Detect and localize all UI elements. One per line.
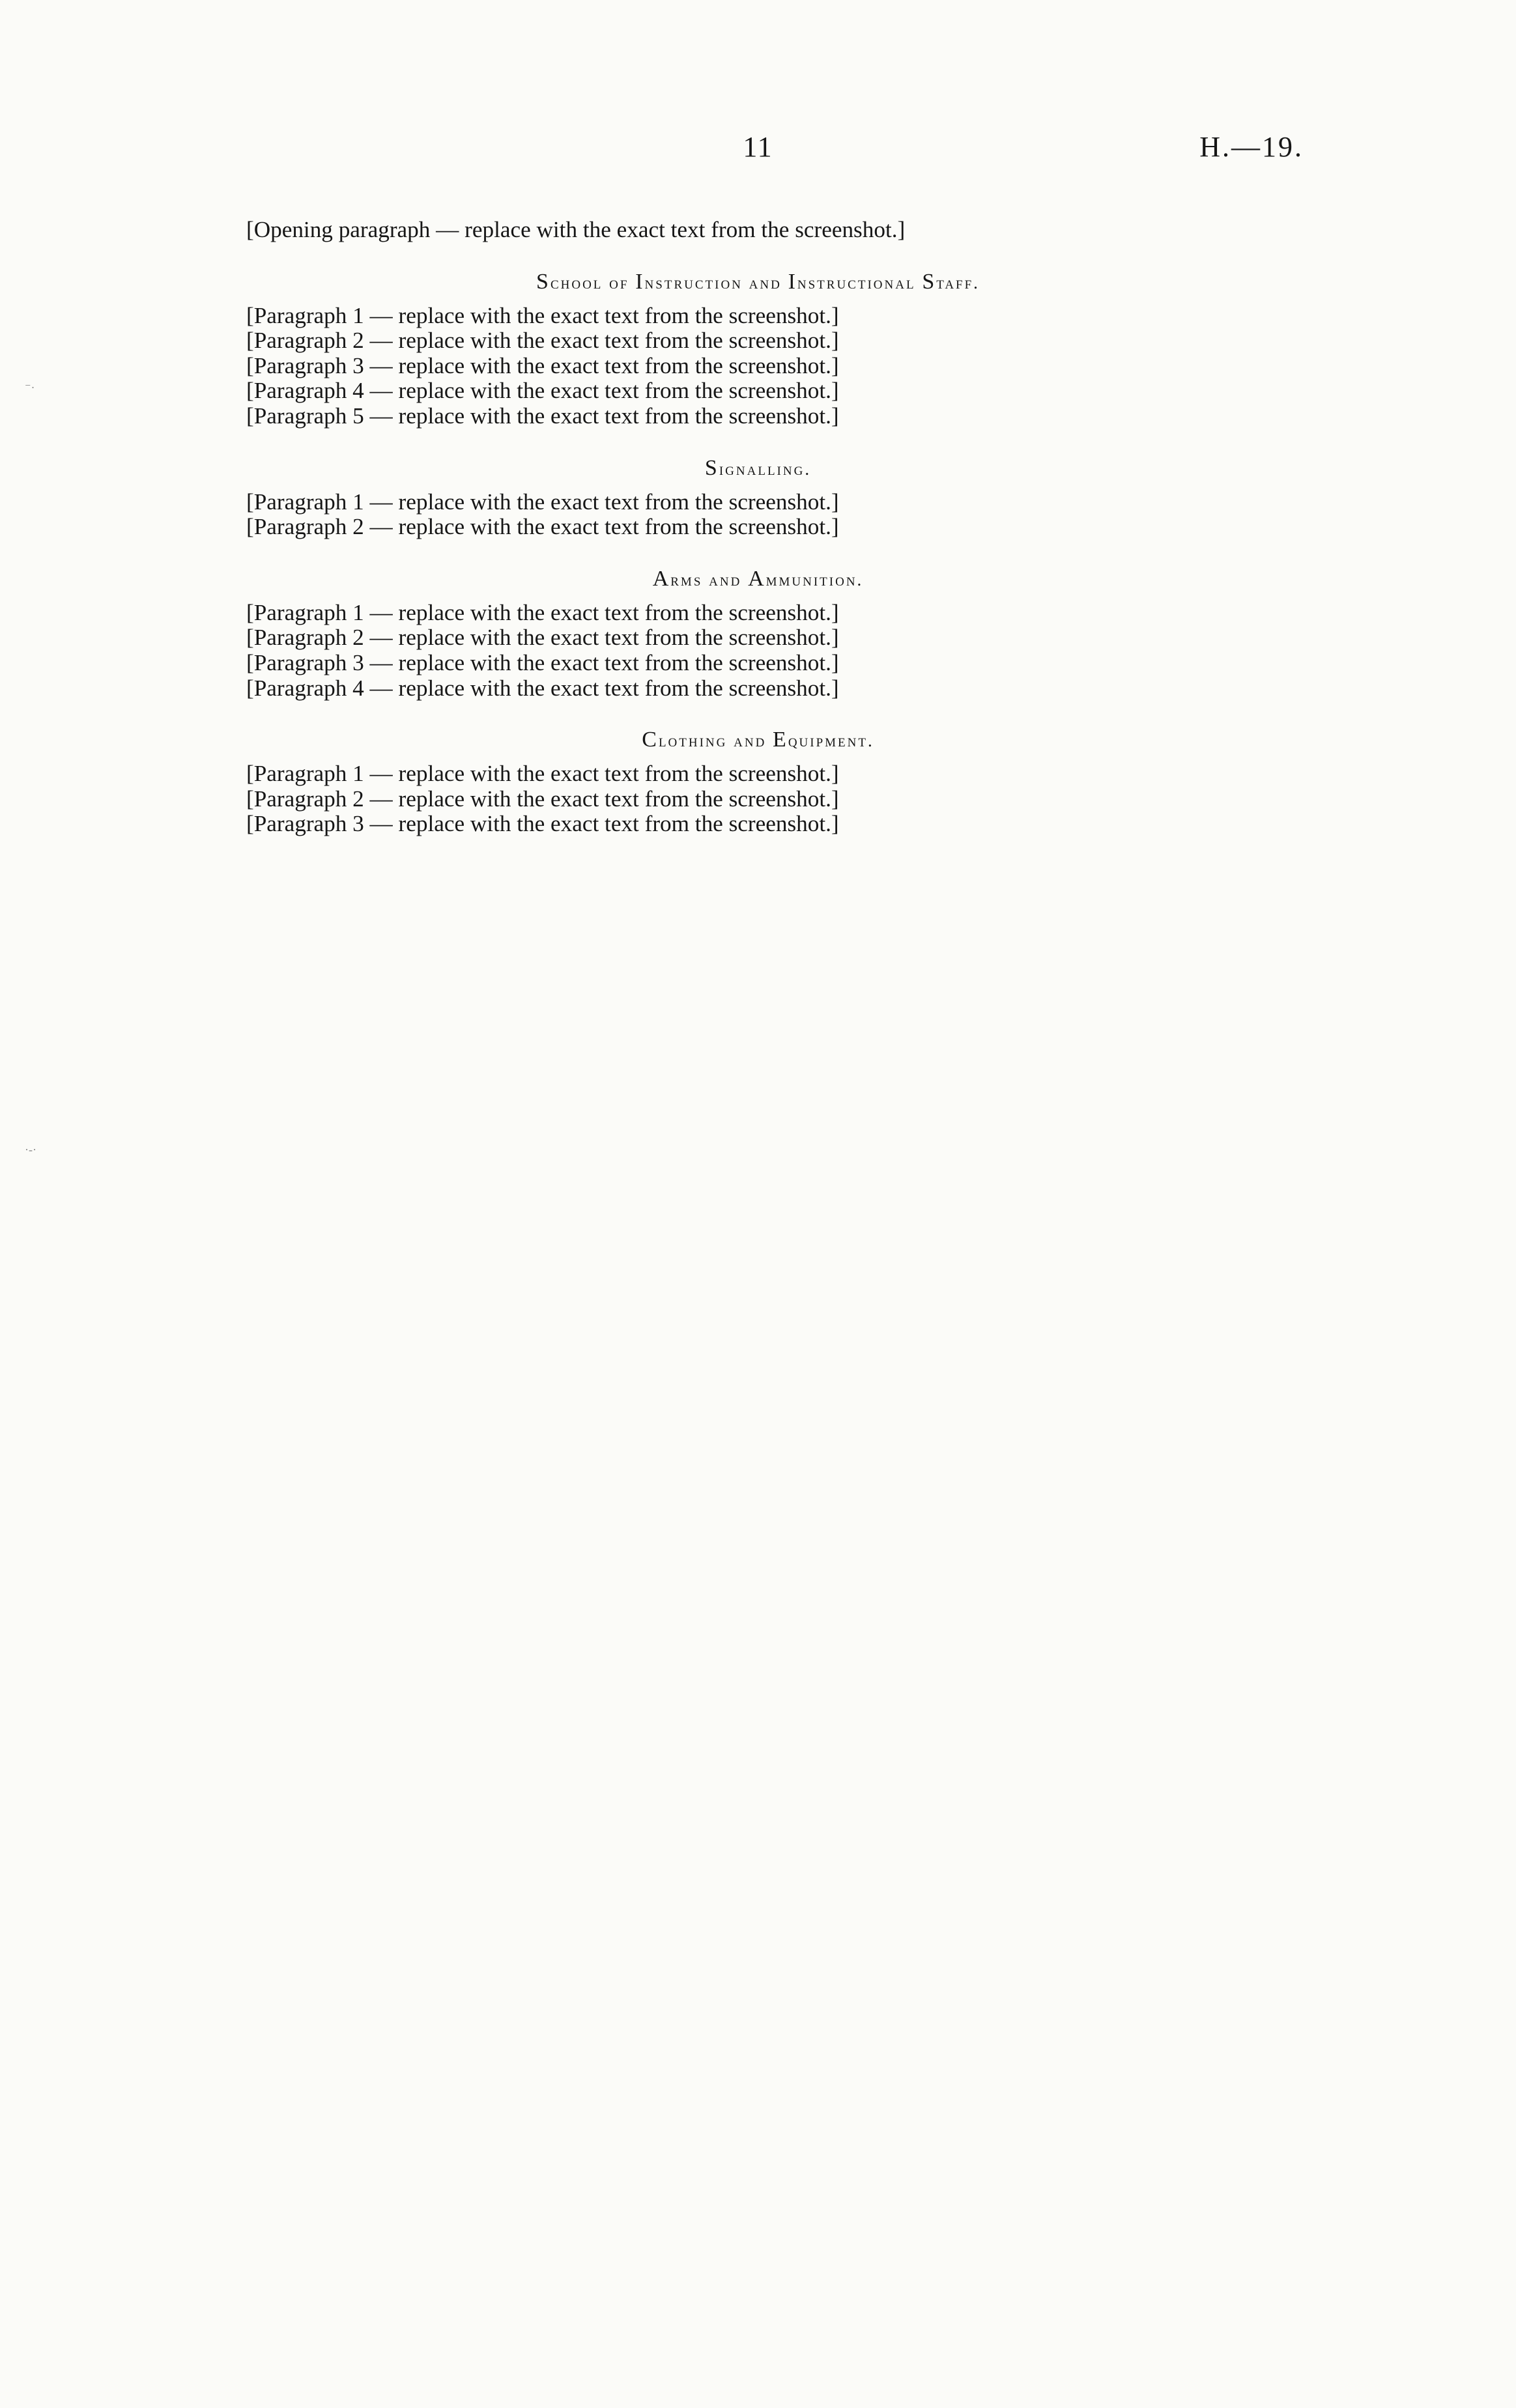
body-paragraph: [Paragraph 5 — replace with the exact text from the screenshot.]	[246, 403, 839, 429]
body-paragraph: [Paragraph 3 — replace with the exact text from the screenshot.]	[246, 811, 839, 837]
body-paragraph: [Paragraph 1 — replace with the exact text from the screenshot.]	[246, 302, 839, 328]
scan-speck: ⁻·	[25, 381, 35, 394]
body-paragraph: [Paragraph 2 — replace with the exact text from the screenshot.]	[246, 786, 839, 812]
body-paragraph: [Paragraph 4 — replace with the exact text from the screenshot.]	[246, 675, 839, 701]
section-heading: Clothing and Equipment.	[642, 728, 874, 752]
body-paragraph: [Paragraph 2 — replace with the exact text from the screenshot.]	[246, 328, 839, 354]
section-heading: Arms and Ammunition.	[652, 566, 864, 591]
section-heading: Signalling.	[704, 455, 812, 480]
body-paragraph: [Opening paragraph — replace with the exact text from the screenshot.]	[246, 217, 906, 242]
body-paragraph: [Paragraph 2 — replace with the exact text from the screenshot.]	[246, 625, 839, 651]
body-paragraph: [Paragraph 1 — replace with the exact text from the screenshot.]	[246, 599, 839, 625]
section-heading: School of Instruction and Instructional Staff.	[536, 269, 980, 294]
body-paragraph: [Paragraph 3 — replace with the exact text from the screenshot.]	[246, 352, 839, 378]
page-number: 11	[743, 131, 773, 163]
body-paragraph: [Paragraph 1 — replace with the exact text from the screenshot.]	[246, 489, 839, 515]
document-body	[207, 218, 1309, 837]
body-paragraph: [Paragraph 3 — replace with the exact text from the screenshot.]	[246, 649, 839, 675]
body-paragraph: [Paragraph 1 — replace with the exact text from the screenshot.]	[246, 761, 839, 787]
document-code: H.—19.	[1199, 131, 1304, 163]
running-header	[207, 130, 1309, 185]
body-paragraph: [Paragraph 4 — replace with the exact text from the screenshot.]	[246, 378, 839, 404]
scan-speck: ·-·	[25, 1143, 36, 1156]
body-paragraph: [Paragraph 2 — replace with the exact text from the screenshot.]	[246, 514, 839, 540]
